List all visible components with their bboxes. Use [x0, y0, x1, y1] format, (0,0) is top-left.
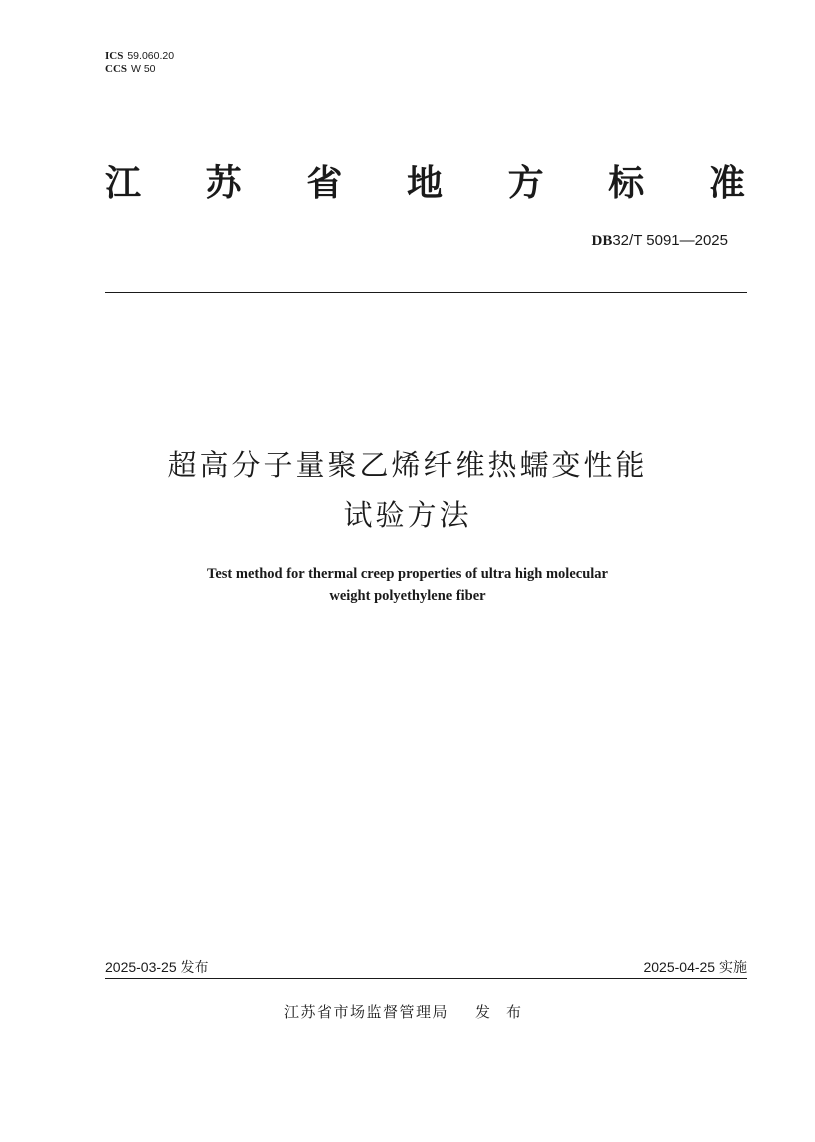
issue-date: 2025-03-25 发布 [105, 959, 209, 975]
ics-label: ICS [105, 50, 124, 62]
standard-type-char: 地 [406, 163, 443, 204]
ccs-code-line [105, 63, 174, 76]
standard-number-prefix: DB [591, 233, 613, 249]
title-english-line: Test method for thermal creep properties of ultra high molecular [207, 566, 608, 582]
standard-number-code: 32/T 5091—2025 [612, 232, 728, 249]
standard-type-heading [105, 160, 745, 208]
standard-type-char: 省 [306, 163, 343, 204]
ccs-label: CCS [105, 63, 128, 75]
title-chinese-line: 试验方法 [343, 498, 472, 532]
title-english-line: weight polyethylene fiber [329, 588, 486, 604]
standard-type-char: 方 [507, 163, 544, 204]
ics-value: 59.060.20 [127, 50, 175, 62]
standard-number [592, 230, 729, 251]
title-english [0, 563, 815, 607]
standard-type-char: 苏 [205, 163, 242, 204]
title-chinese-line: 超高分子量聚乙烯纤维热蠕变性能 [167, 448, 648, 482]
issuer-name: 江苏省市场监督管理局 [284, 1003, 450, 1021]
ics-code-line [105, 50, 174, 63]
ccs-value: W 50 [131, 63, 156, 75]
footer-divider [105, 978, 747, 979]
standard-type-char: 标 [608, 163, 645, 204]
classification-codes [105, 50, 174, 76]
issuer-line [284, 1002, 537, 1022]
title-chinese [0, 440, 815, 540]
header-divider [105, 292, 747, 293]
standard-type-char: 准 [708, 163, 745, 204]
standard-type-char: 江 [105, 163, 142, 204]
issuer-action: 发布 [475, 1003, 538, 1021]
implementation-date: 2025-04-25 实施 [643, 959, 747, 975]
